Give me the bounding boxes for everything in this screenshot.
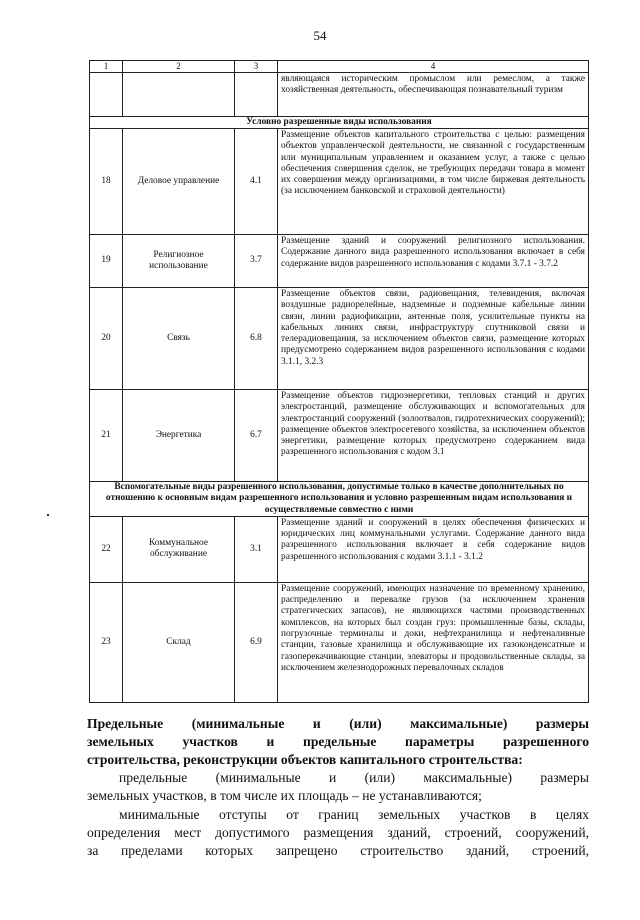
empty-cell [123,72,235,116]
section-heading [87,715,589,769]
row-name: Энергетика [123,390,235,482]
table-header-row [90,61,589,73]
heading-line: Предельные (минимальные и (или) максимальные) размеры [87,716,589,731]
row-code: 6.8 [235,288,278,390]
row-number: 19 [90,235,123,288]
row-name: Коммунальное обслуживание [123,516,235,582]
row-name: Связь [123,288,235,390]
header-cell: 3 [235,61,278,73]
header-cell: 4 [278,61,589,73]
heading-line: земельных участков и предельные параметры разрешенного [87,733,589,749]
row-code: 6.9 [235,582,278,702]
row-description: Размещение объектов связи, радиовещания, телевидения, включая воздушные радиорелейные, надземные и подземные кабельные линии связи, линии радиофикации, антенные поля, усилительные пункты на кабельных линиях связи, инфраструктуру спутниковой связи и телерадиовещания, за исключением объектов связи, размещение которых предусмотрено содержанием видов разрешенного использования с кодами 3.1.1, 3.2.3 [278,288,589,390]
header-cell: 2 [123,61,235,73]
row-name: Деловое управление [123,129,235,235]
row-description: Размещение зданий и сооружений в целях обеспечения физических и юридических лиц коммунальными услугами. Содержание данного вида разрешенного использования включает в себя содержание видов разрешенного использования с кодами 3.1.1 - 3.1.2 [278,516,589,582]
paragraph-line: предельные (минимальные и (или) максимальные) размеры [119,770,589,785]
row-number: 21 [90,390,123,482]
empty-cell [90,72,123,116]
row-code: 3.7 [235,235,278,288]
paragraph-line: земельных участков, в том числе их площадь – не устанавливаются; [87,787,482,803]
table-row [90,72,589,116]
row-number: 23 [90,582,123,702]
row-number: 22 [90,516,123,582]
row-number: 18 [90,129,123,235]
paragraph-line: определения мест допустимого размещения зданий, строений, сооружений, [87,824,589,840]
paragraph-line: за пределами которых запрещено строительство зданий, строений, [87,842,589,858]
row-name: Склад [123,582,235,702]
section-row [90,482,589,517]
table-row [90,582,589,702]
row-description: Размещение объектов капитального строительства с целью: размещения объектов управленческой деятельности, не связанной с государственным или муниципальным управлением и оказанием услуг, а также с целью обеспечения совершения сделок, не требующих передачи товара в момент их совершения между организациями, в том числе биржевая деятельность (за исключением банковской и страховой деятельности) [278,129,589,235]
land-use-table [89,60,589,703]
empty-cell [235,72,278,116]
row-name: Религиозное использование [123,235,235,288]
row-description: Размещение объектов гидроэнергетики, тепловых станций и других электростанций, размещение обслуживающих и вспомогательных для электростанций сооружений (золоотвалов, гидротехнических сооружений); размещение объектов электросетевого хозяйства, за исключением объектов энергетики, размещение которых предусмотрено содержанием вида разрешенного использования с кодом 3.1 [278,390,589,482]
row-code: 6.7 [235,390,278,482]
heading-line: строительства, реконструкции объектов капитального строительства: [87,751,523,767]
paragraph-plot-sizes [87,769,589,805]
row-code: 4.1 [235,129,278,235]
stray-mark [47,514,49,516]
page-number: 54 [313,28,327,43]
row-description: Размещение зданий и сооружений религиозного использования. Содержание данного вида разрешенного использования включает в себя содержание видов разрешенного использования с кодами 3.7.1 - 3.7.2 [278,235,589,288]
row-number: 20 [90,288,123,390]
table-row [90,288,589,390]
section-conditional: Условно разрешенные виды использования [90,116,589,128]
paragraph-line: минимальные отступы от границ земельных участков в целях [119,807,589,822]
table-row [90,516,589,582]
paragraph-setbacks [87,806,589,860]
row-code: 3.1 [235,516,278,582]
header-cell: 1 [90,61,123,73]
table-row [90,129,589,235]
table-row [90,235,589,288]
table-row [90,390,589,482]
section-auxiliary: Вспомогательные виды разрешенного использования, допустимые только в качестве дополнительных по отношению к основным видам разрешенного использования и условно разрешенным видам использования и осуществляемые совместно с ними [90,482,589,517]
continuation-description: являющаяся историческим промыслом или ремеслом, а также хозяйственная деятельность, обеспечивающая познавательный туризм [278,72,589,116]
section-row [90,116,589,128]
row-description: Размещение сооружений, имеющих назначение по временному хранению, распределению и перевалке грузов (за исключением хранения стратегических запасов), не являющихся частями производственных комплексов, на которых был создан груз: промышленные базы, склады, погрузочные терминалы и доки, нефтехранилища и нефтеналивные станции, газовые хранилища и обслуживающие их газоконденсатные и газоперекачивающие станции, элеваторы и продовольственные склады, за исключением железнодорожных перевалочных складов [278,582,589,702]
